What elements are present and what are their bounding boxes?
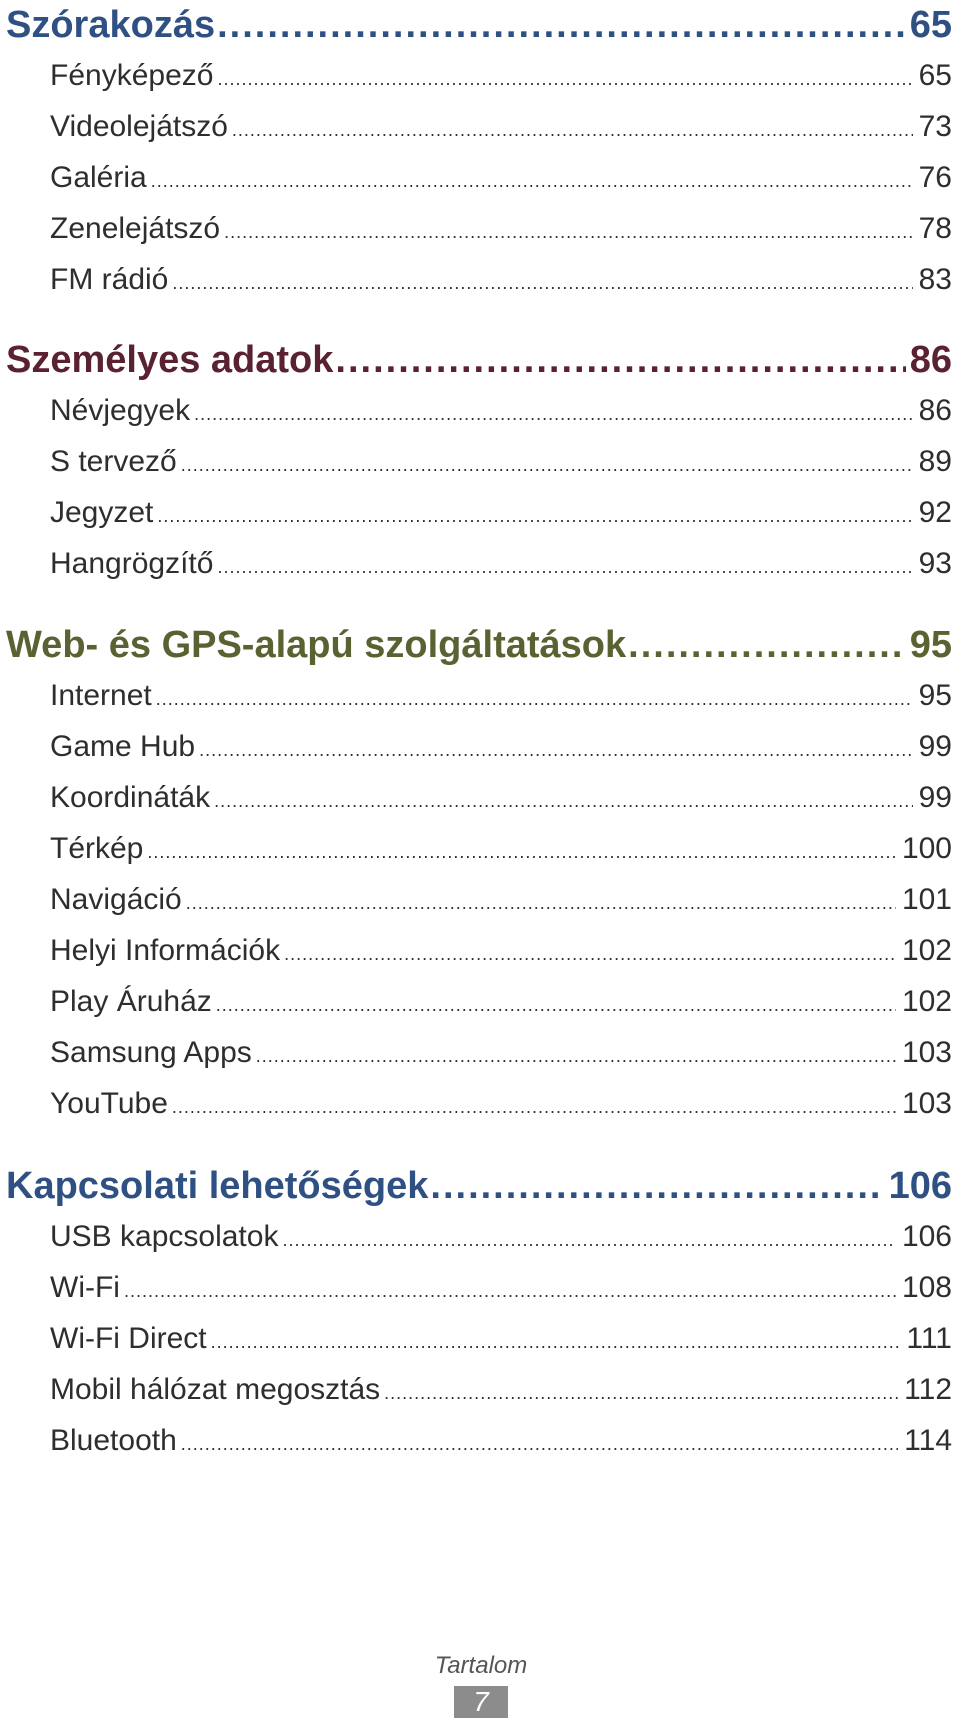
toc-item[interactable] [0, 823, 960, 874]
toc-item-label: Galéria [50, 161, 147, 194]
dot-leader [211, 1317, 901, 1364]
toc-item-label: Térkép [50, 832, 144, 865]
toc-item-label: FM rádió [50, 263, 169, 296]
toc-item-label: YouTube [50, 1087, 168, 1120]
toc-item-page: 76 [918, 161, 952, 194]
dot-leader [172, 1082, 896, 1129]
toc-item-label: Névjegyek [50, 394, 191, 427]
footer-section-label: Tartalom [434, 1652, 528, 1679]
toc-item[interactable] [0, 254, 960, 305]
toc-heading[interactable] [0, 1161, 960, 1211]
toc-item[interactable] [0, 1078, 960, 1129]
dot-leader [186, 878, 896, 925]
dot-leader [217, 54, 912, 101]
toc-item-page: 89 [918, 445, 952, 478]
toc-item-page: 92 [918, 496, 952, 529]
dot-leader [181, 1419, 898, 1466]
toc-item[interactable] [0, 874, 960, 925]
section-title: Kapcsolati lehetőségek [6, 1165, 429, 1207]
toc-item-page: 99 [918, 730, 952, 763]
section-title: Szórakozás [6, 4, 216, 46]
toc-item-page: 102 [901, 985, 952, 1018]
dot-leader [232, 105, 913, 152]
toc-item[interactable] [0, 385, 960, 436]
toc-item-label: Hangrögzítő [50, 547, 214, 580]
toc-item[interactable] [0, 152, 960, 203]
toc-item-label: Helyi Információk [50, 934, 281, 967]
dot-leader [194, 389, 913, 436]
toc-section-kapcsolati-lehetosegek [0, 1161, 960, 1466]
toc-item-label: USB kapcsolatok [50, 1220, 279, 1253]
toc-item-label: Navigáció [50, 883, 182, 916]
section-page-number: 65 [909, 4, 952, 46]
toc-item-label: Samsung Apps [50, 1036, 252, 1069]
toc-item[interactable] [0, 1313, 960, 1364]
dot-leader [284, 929, 896, 976]
toc-item-page: 111 [906, 1322, 952, 1355]
section-title: Személyes adatok [6, 339, 334, 381]
toc-item-page: 103 [901, 1087, 952, 1120]
dot-leader [147, 827, 896, 874]
toc-item[interactable] [0, 670, 960, 721]
dot-leader [430, 1161, 884, 1211]
toc-item[interactable] [0, 487, 960, 538]
dot-leader [214, 776, 913, 823]
toc-item-label: S tervező [50, 445, 177, 478]
toc-item[interactable] [0, 436, 960, 487]
dot-leader [384, 1368, 898, 1415]
toc-item-label: Play Áruház [50, 985, 212, 1018]
toc-item-label: Fényképező [50, 59, 214, 92]
toc-item-page: 83 [918, 263, 952, 296]
toc-item-page: 65 [918, 59, 952, 92]
toc-item-label: Wi-Fi [50, 1271, 120, 1304]
dot-leader [151, 156, 913, 203]
dot-leader [156, 674, 913, 721]
dot-leader [224, 207, 913, 254]
toc-item[interactable] [0, 203, 960, 254]
page-footer [0, 1652, 960, 1718]
toc-item[interactable] [0, 772, 960, 823]
dot-leader [181, 440, 913, 487]
section-page-number: 106 [888, 1165, 952, 1207]
toc-item-page: 103 [901, 1036, 952, 1069]
dot-leader [282, 1215, 895, 1262]
toc-item-page: 108 [901, 1271, 952, 1304]
dot-leader [335, 335, 905, 385]
toc-item[interactable] [0, 538, 960, 589]
toc-item[interactable] [0, 1415, 960, 1466]
toc-heading[interactable] [0, 620, 960, 670]
dot-leader [199, 725, 913, 772]
toc-section-szemelyes-adatok [0, 335, 960, 589]
dot-leader [217, 0, 906, 50]
toc-item-label: Mobil hálózat megosztás [50, 1373, 381, 1406]
dot-leader [216, 980, 896, 1027]
toc-item-page: 95 [918, 679, 952, 712]
toc-item-page: 93 [918, 547, 952, 580]
toc-item-page: 73 [918, 110, 952, 143]
toc-item[interactable] [0, 721, 960, 772]
page-number-badge: 7 [454, 1686, 508, 1718]
dot-leader [256, 1031, 896, 1078]
toc-item-label: Wi-Fi Direct [50, 1322, 207, 1355]
toc-item-page: 100 [901, 832, 952, 865]
toc-item[interactable] [0, 925, 960, 976]
toc-item-label: Bluetooth [50, 1424, 177, 1457]
toc-item-label: Koordináták [50, 781, 211, 814]
toc-item[interactable] [0, 1364, 960, 1415]
toc-item-page: 86 [918, 394, 952, 427]
section-page-number: 86 [909, 339, 952, 381]
dot-leader [124, 1266, 896, 1313]
toc-heading[interactable] [0, 335, 960, 385]
dot-leader [172, 258, 912, 305]
toc-item-page: 114 [904, 1424, 952, 1457]
toc-item-label: Game Hub [50, 730, 196, 763]
toc-item[interactable] [0, 1262, 960, 1313]
toc-item[interactable] [0, 976, 960, 1027]
toc-section-szorakozas [0, 0, 960, 305]
toc-item-page: 102 [901, 934, 952, 967]
toc-item[interactable] [0, 50, 960, 101]
toc-heading[interactable] [0, 0, 960, 50]
toc-item-page: 106 [901, 1220, 952, 1253]
dot-leader [157, 491, 912, 538]
toc-item-label: Internet [50, 679, 152, 712]
toc-item-page: 112 [904, 1373, 952, 1406]
dot-leader [628, 620, 906, 670]
toc-item-label: Videolejátszó [50, 110, 228, 143]
toc-item-page: 78 [918, 212, 952, 245]
section-title: Web- és GPS-alapú szolgáltatások [6, 624, 627, 666]
toc-item[interactable] [0, 101, 960, 152]
toc-item-label: Zenelejátszó [50, 212, 221, 245]
toc-section-web-gps [0, 620, 960, 1129]
section-page-number: 95 [909, 624, 952, 666]
toc-item[interactable] [0, 1211, 960, 1262]
dot-leader [217, 542, 912, 589]
toc-item[interactable] [0, 1027, 960, 1078]
toc-item-label: Jegyzet [50, 496, 154, 529]
toc-item-page: 99 [918, 781, 952, 814]
toc-item-page: 101 [901, 883, 952, 916]
